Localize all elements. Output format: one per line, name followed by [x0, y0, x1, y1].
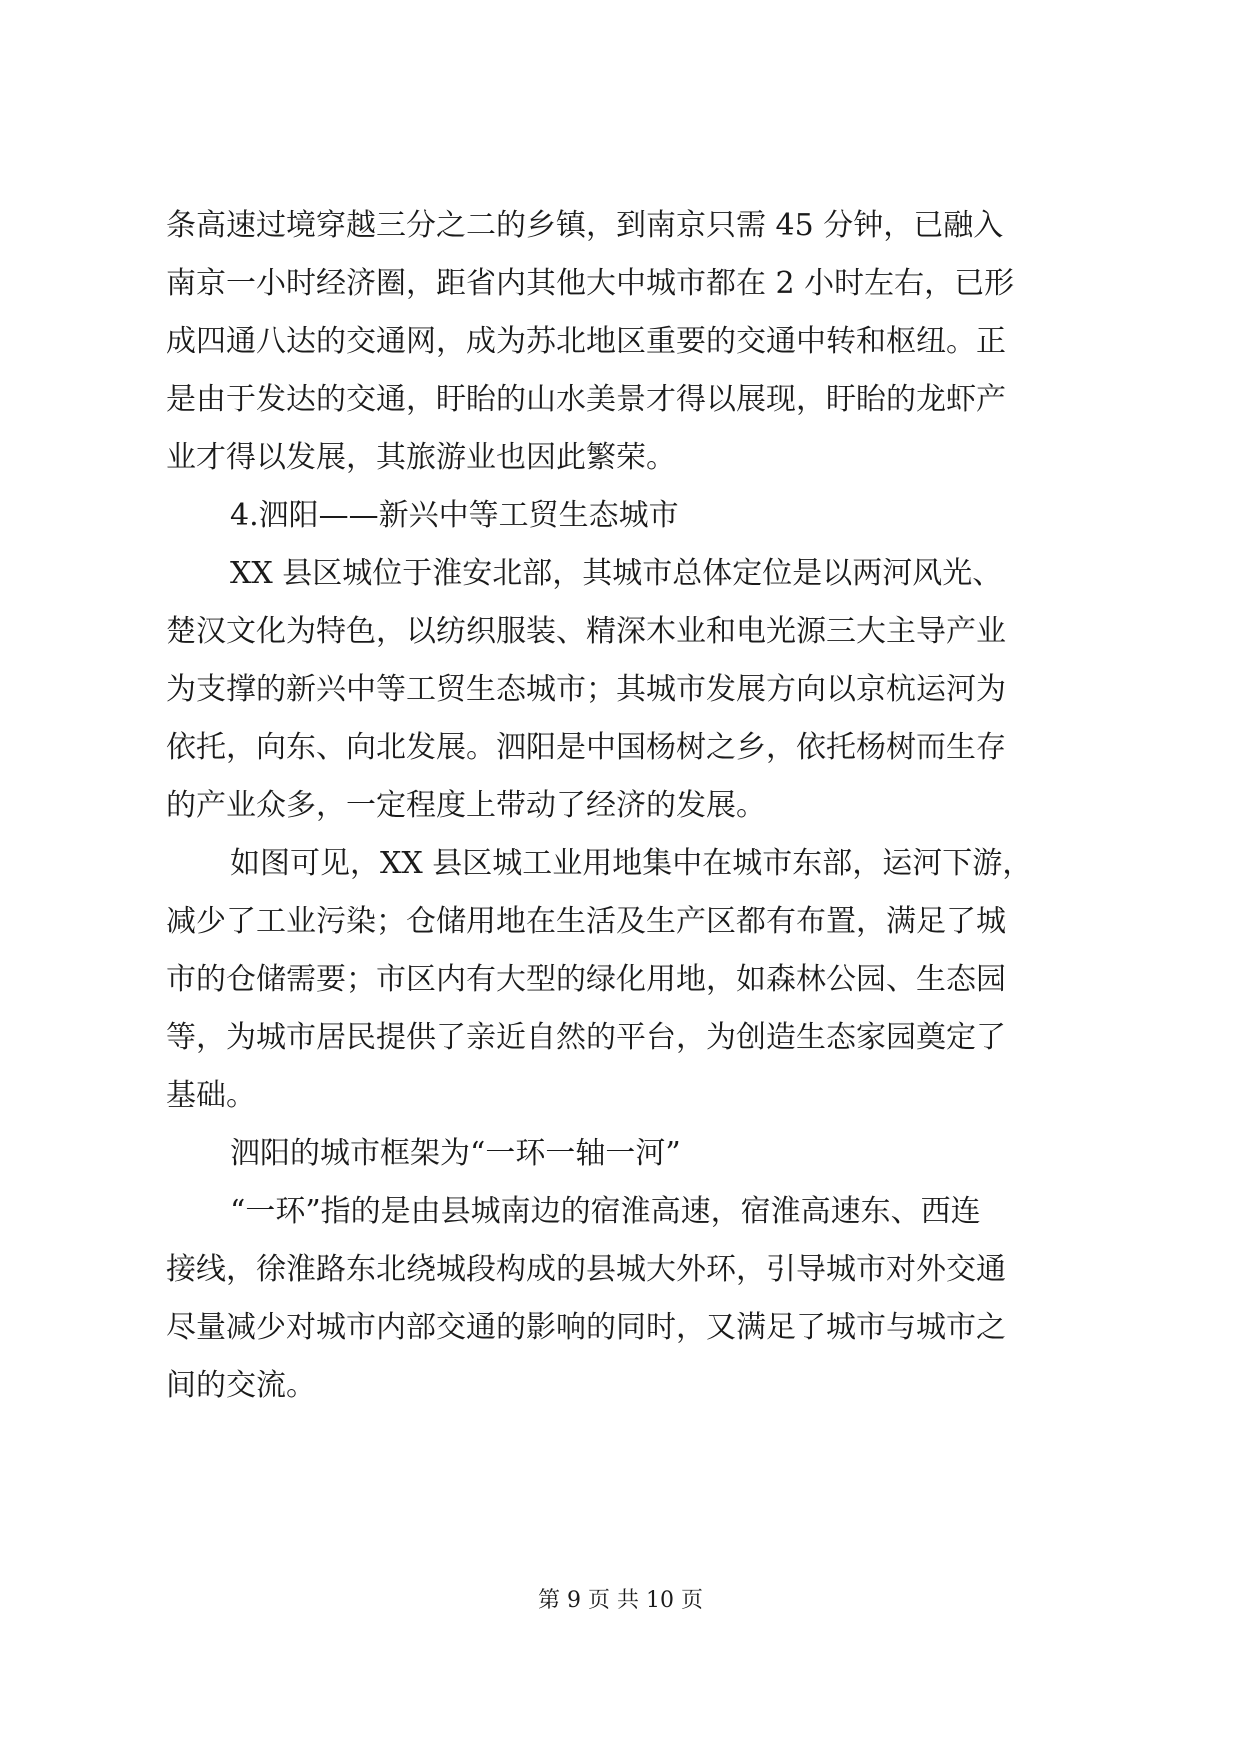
text-line: 成四通八达的交通网，成为苏北地区重要的交通中转和枢纽。正 [166, 324, 1006, 359]
text-line: 间的交流。 [166, 1368, 316, 1403]
text-line: 等，为城市居民提供了亲近自然的平台，为创造生态家园奠定了 [166, 1020, 1006, 1055]
heading-line: 4.泗阳——新兴中等工贸生态城市 [230, 498, 679, 533]
paragraph [166, 1183, 1090, 1415]
text-line: XX 县区城位于淮安北部，其城市总体定位是以两河风光、 [230, 556, 1003, 591]
paragraph [166, 835, 1090, 1125]
text-line: 市的仓储需要；市区内有大型的绿化用地，如森林公园、生态园 [166, 962, 1006, 997]
text-line: 如图可见，XX 县区城工业用地集中在城市东部，运河下游， [230, 846, 1033, 881]
section-heading [166, 487, 1090, 545]
text-line: 是由于发达的交通，盱眙的山水美景才得以展现，盱眙的龙虾产 [166, 382, 1006, 417]
text-line: 基础。 [166, 1078, 256, 1113]
document-body [166, 197, 1090, 1415]
text-line: 减少了工业污染；仓储用地在生活及生产区都有布置，满足了城 [166, 904, 1006, 939]
text-line: 楚汉文化为特色，以纺织服装、精深木业和电光源三大主导产业 [166, 614, 1006, 649]
page-footer [0, 1586, 1241, 1616]
text-line: 尽量减少对城市内部交通的影响的同时，又满足了城市与城市之 [166, 1310, 1006, 1345]
text-line: “一环”指的是由县城南边的宿淮高速，宿淮高速东、西连 [230, 1194, 981, 1229]
text-line: 为支撑的新兴中等工贸生态城市；其城市发展方向以京杭运河为 [166, 672, 1006, 707]
text-line: 的产业众多，一定程度上带动了经济的发展。 [166, 788, 766, 823]
text-line: 接线，徐淮路东北绕城段构成的县城大外环，引导城市对外交通 [166, 1252, 1006, 1287]
text-line: 南京一小时经济圈，距省内其他大中城市都在 2 小时左右，已形 [166, 266, 1015, 301]
text-line: 条高速过境穿越三分之二的乡镇，到南京只需 45 分钟，已融入 [166, 208, 1004, 243]
page-number: 第 9 页 共 10 页 [538, 1588, 703, 1613]
text-line: 依托，向东、向北发展。泗阳是中国杨树之乡，依托杨树而生存 [166, 730, 1006, 765]
text-line: 泗阳的城市框架为“一环一轴一河” [230, 1136, 681, 1171]
paragraph [166, 545, 1090, 835]
paragraph [166, 1125, 1090, 1183]
text-line: 业才得以发展，其旅游业也因此繁荣。 [166, 440, 676, 475]
paragraph [166, 197, 1090, 487]
